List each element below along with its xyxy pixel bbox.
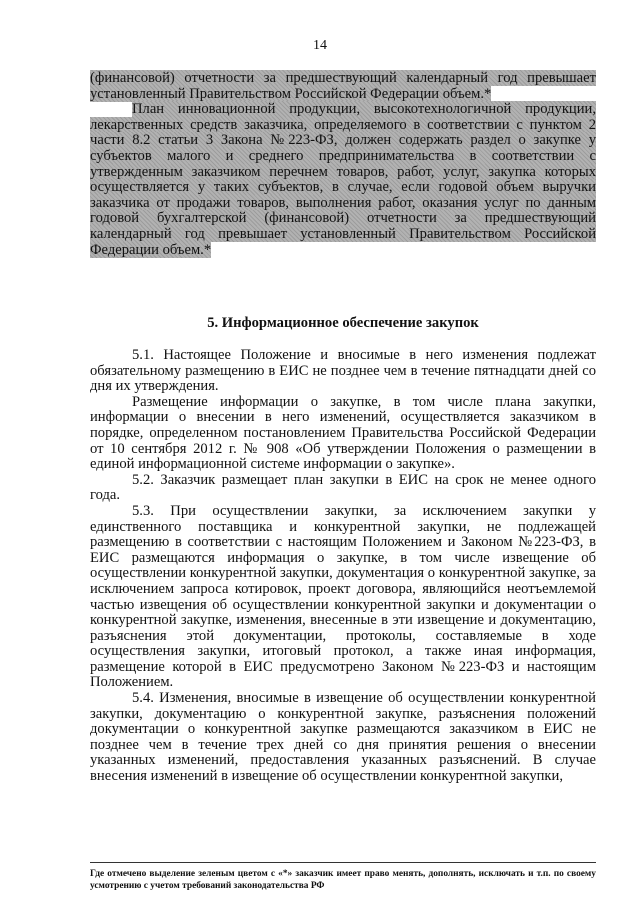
paragraph-5-2: 5.2. Заказчик размещает план закупки в ЕИС на срок не менее одного года. xyxy=(90,471,596,504)
highlighted-text: (финансовой) отчетности за предшествующий календарный год превышает установленный Правительством Российской Федерации объем.* xyxy=(90,70,596,102)
paragraph-placement: Размещение информации о закупке, в том числе плана закупки, информации о внесении в него изменений, осуществляется заказчиком в порядке, определенном постановлением Правительства Российской Федерации от 10 сентября 2012 г. № 908 «Об утверждении Положения о размещении в единой информационной системе информации о закупке». xyxy=(90,393,596,473)
plan-paragraph xyxy=(90,102,596,258)
footnote: Где отмечено выделение зеленым цветом с «*» заказчик имеет право менять, дополнять, исключать и т.п. по своему усмотрению с учетом требований законодательства РФ xyxy=(90,869,596,891)
paragraph-5-4: 5.4. Изменения, вносимые в извещение об осуществлении конкурентной закупки, документацию о конкурентной закупке, разъяснения положений документации о конкурентной закупке размещаются заказчиком в ЕИС не позднее чем в течение трех дней со дня принятия решения о внесении указанных изменений, предоставления указанных разъяснений. В случае внесения изменений в извещение об осуществлении конкурентной закупки, xyxy=(90,690,596,785)
section-title: 5. Информационное обеспечение закупок xyxy=(207,315,479,331)
highlighted-text: План инновационной продукции, высокотехнологичной продукции, лекарственных средств заказчика, определяемого в соответствии с пунктом 2 части 8.2 статьи 3 Закона №223-ФЗ, должен содержать раздел о закупке у субъектов малого и среднего предпринимательства в соответствии с утвержденным заказчиком перечнем товаров, работ, услуг, закупка которых осуществляется у таких субъектов, в случае, если годовой объем выручки заказчика от продажи товаров, выполнения работ, оказания услуг по данным годовой бухгалтерской (финансовой) отчетности за предшествующий календарный год превышает установленный Правительством Российской Федерации объем.* xyxy=(90,101,596,258)
paragraph-5-3: 5.3. При осуществлении закупки, за исключением закупки у единственного поставщика и конкурентной закупки, не подлежащей размещению в соответствии с настоящим Положением и Законом №223-ФЗ, в ЕИС размещаются информация о закупке, в том числе извещение об осуществлении конкурентной закупки, документация о конкурентной закупке, за исключением запроса котировок, проект договора, являющийся неотъемлемой частью извещения об осуществлении конкурентной закупки и документации о конкурентной закупке, изменения, внесенные в эти извещение и документацию, разъяснения этой документации, протоколы, составляемые в ходе осуществления закупки, итоговый протокол, а также иная информация, размещение которой в ЕИС предусмотрено Законом №223-ФЗ и настоящим Положением. xyxy=(90,502,596,691)
paragraph-5-1: 5.1. Настоящее Положение и вносимые в него изменения подлежат обязательному размещению в ЕИС не позднее чем в течение пятнадцати дней со дня их утверждения. xyxy=(90,347,596,395)
page-number: 14 xyxy=(313,38,327,53)
footnote-separator xyxy=(90,862,596,863)
section-body xyxy=(90,348,596,785)
highlighted-text-block xyxy=(90,71,596,258)
continuation-paragraph xyxy=(90,71,596,102)
